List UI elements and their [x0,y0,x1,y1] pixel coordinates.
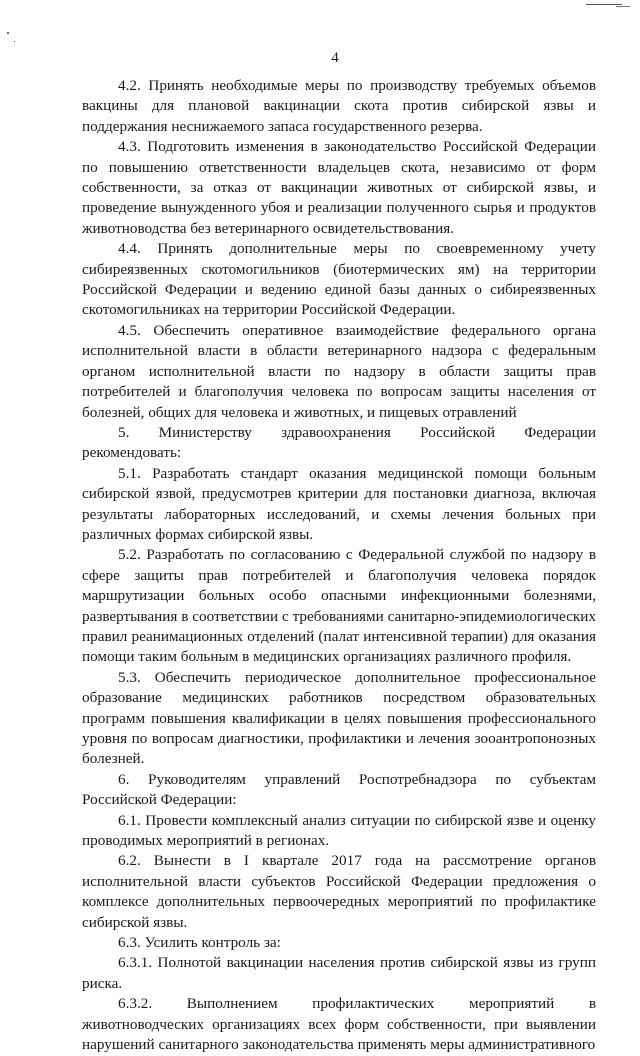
paragraph-4-3: 4.3. Подготовить изменения в законодательство Российской Федерации по повышению ответственности владельцев скота, независимо от форм собственности, за отказ от вакцинации животных от сибирской язвы, и проведение вынужденного убоя и реализации полученного сырья и продуктов животноводства без ветеринарного освидетельствования. [82,138,596,237]
paragraph-5-3: 5.3. Обеспечить периодическое дополнительное профессиональное образование медицинских работников посредством образовательных программ повышения квалификации в целях повышения профессионального уровня по вопросам диагностики, профилактики и лечения зооантропонозных болезней. [82,668,596,768]
paragraph-5-2: 5.2. Разработать по согласованию с Федеральной службой по надзору в сфере защиты прав потребителей и благополучия человека порядок маршрутизации больных особо опасными инфекционными болезнями, развертывания в соответствии с требованиями санитарно-эпидемиологических правил реанимационных отделений (палат интенсивной терапии) для оказания помощи таким больным в медицинских организациях различного профиля. [82,546,596,666]
paragraph-5: 5. Министерству здравоохранения Российской Федерации рекомендовать: [82,423,596,462]
paragraph-6-1: 6.1. Провести комплексный анализ ситуации по сибирской язве и оценку проводимых мероприятий в регионах. [82,811,596,850]
paragraph-6-2: 6.2. Вынести в I квартале 2017 года на рассмотрение органов исполнительной власти субъектов Российской Федерации предложения о комплексе дополнительных первоочередных мероприятий по профилактике сибирской язвы. [82,852,596,931]
paragraph-6: 6. Руководителям управлений Роспотребнадзора по субъектам Российской Федерации: [82,770,596,809]
paragraph-6-3: 6.3. Усилить контроль за: [118,934,281,952]
paragraph-4-4: 4.4. Принять дополнительные меры по своевременному учету сибиреязвенных скотомогильников (биотермических ям) на территории Российской Федерации и ведению единой базы данных о сибиреязвенных скотомогильниках на территории Российской Федерации. [82,240,596,319]
page-number: 4 [331,50,339,66]
scan-speck [7,32,9,34]
scan-speck [14,41,15,42]
scan-artifact-line [586,4,622,5]
scan-artifact-line-short [616,6,630,7]
paragraph-4-5: 4.5. Обеспечить оперативное взаимодействие федерального органа исполнительной власти в области ветеринарного надзора с федеральным органом исполнительной власти по надзору в области защиты прав потребителей и благополучия человека по вопросам защиты населения от болезней, общих для человека и животных, и пищевых отравлений [82,321,596,421]
document-body [82,76,596,1056]
paragraph-4-2: 4.2. Принять необходимые меры по производству требуемых объемов вакцины для плановой вакцинации скота против сибирской язвы и поддержания неснижаемого запаса государственного резерва. [82,77,596,135]
paragraph-6-3-2: 6.3.2. Выполнением профилактических мероприятий в животноводческих организациях всех форм собственности, при выявлении нарушений санитарного законодательства применять меры административного [82,995,596,1054]
paragraph-5-1: 5.1. Разработать стандарт оказания медицинской помощи больным сибирской язвой, предусмотрев критерии для постановки диагноза, включая результаты лабораторных исследований, и схемы лечения больных при различных формах сибирской язвы. [82,464,596,543]
paragraph-6-3-1: 6.3.1. Полнотой вакцинации населения против сибирской язвы из групп риска. [82,954,596,992]
